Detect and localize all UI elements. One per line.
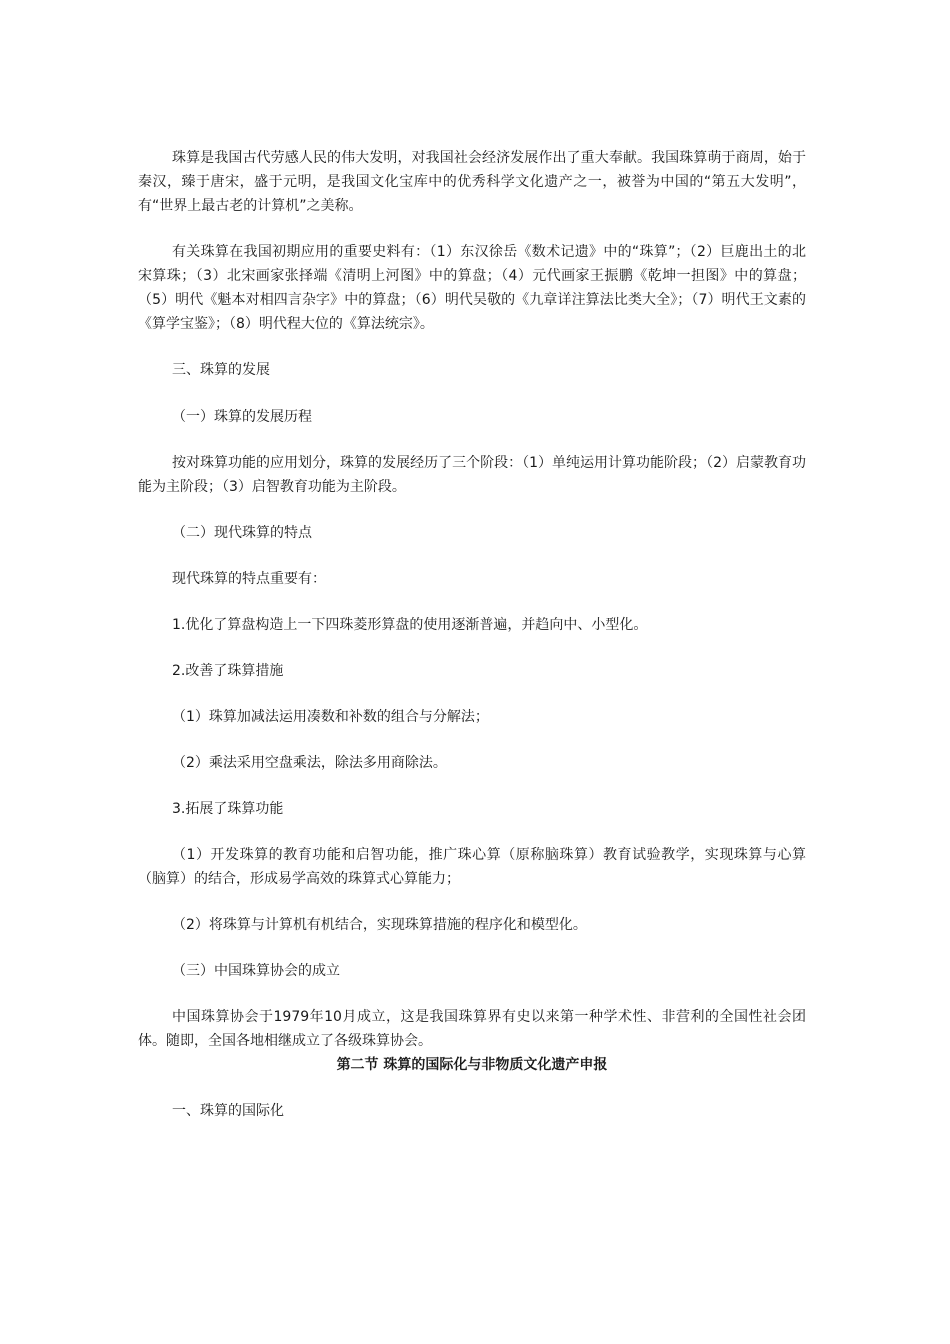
feature-2-item-2: （2）乘法采用空盘乘法，除法多用商除法。	[172, 755, 447, 771]
paragraph-association: 中国珠算协会于1979年10月成立，这是我国珠算界有史以来第一种学术性、非营利的全国性社会团体。随即，全国各地相继成立了各级珠算协会。	[138, 1009, 806, 1049]
section-2-title: 第二节 珠算的国际化与非物质文化遗产申报	[336, 1057, 608, 1073]
document-body	[138, 146, 806, 1123]
heading-development-history: （一）珠算的发展历程	[172, 409, 312, 425]
feature-1: 1.优化了算盘构造上一下四珠菱形算盘的使用逐渐普遍，并趋向中、小型化。	[172, 617, 648, 633]
feature-3-item-2: （2）将珠算与计算机有机结合，实现珠算措施的程序化和模型化。	[172, 917, 587, 933]
feature-2: 2.改善了珠算措施	[172, 663, 284, 679]
feature-3-item-1: （1）开发珠算的教育功能和启智功能，推广珠心算（原称脑珠算）教育试验教学，实现珠算与心算（脑算）的结合，形成易学高效的珠算式心算能力；	[138, 847, 806, 887]
heading-development: 三、珠算的发展	[172, 362, 270, 378]
heading-modern-features: （二）现代珠算的特点	[172, 525, 312, 541]
paragraph-stages: 按对珠算功能的应用划分，珠算的发展经历了三个阶段：（1）单纯运用计算功能阶段；（2）启蒙教育功能为主阶段；（3）启智教育功能为主阶段。	[138, 455, 806, 495]
paragraph-historical-sources: 有关珠算在我国初期应用的重要史料有：（1）东汉徐岳《数术记遗》中的“珠算”；（2）巨鹿出土的北宋算珠；（3）北宋画家张择端《清明上河图》中的算盘；（4）元代画家王振鹏《乾坤一担图》中的算盘；（5）明代《魁本对相四言杂字》中的算盘；（6）明代吴敬的《九章详注算法比类大全》；（7）明代王文素的《算学宝鉴》；（8）明代程大位的《算法统宗》。	[138, 244, 806, 332]
paragraph-features-intro: 现代珠算的特点重要有：	[172, 571, 326, 587]
heading-internationalization: 一、珠算的国际化	[172, 1103, 284, 1119]
heading-association: （三）中国珠算协会的成立	[172, 963, 340, 979]
feature-2-item-1: （1）珠算加减法运用凑数和补数的组合与分解法；	[172, 709, 489, 725]
feature-3: 3.拓展了珠算功能	[172, 801, 284, 817]
paragraph-intro: 珠算是我国古代劳感人民的伟大发明，对我国社会经济发展作出了重大奉献。我国珠算萌于商周，始于秦汉，臻于唐宋，盛于元明，是我国文化宝库中的优秀科学文化遗产之一，被誉为中国的“第五大发明”，有“世界上最古老的计算机”之美称。	[138, 150, 806, 214]
